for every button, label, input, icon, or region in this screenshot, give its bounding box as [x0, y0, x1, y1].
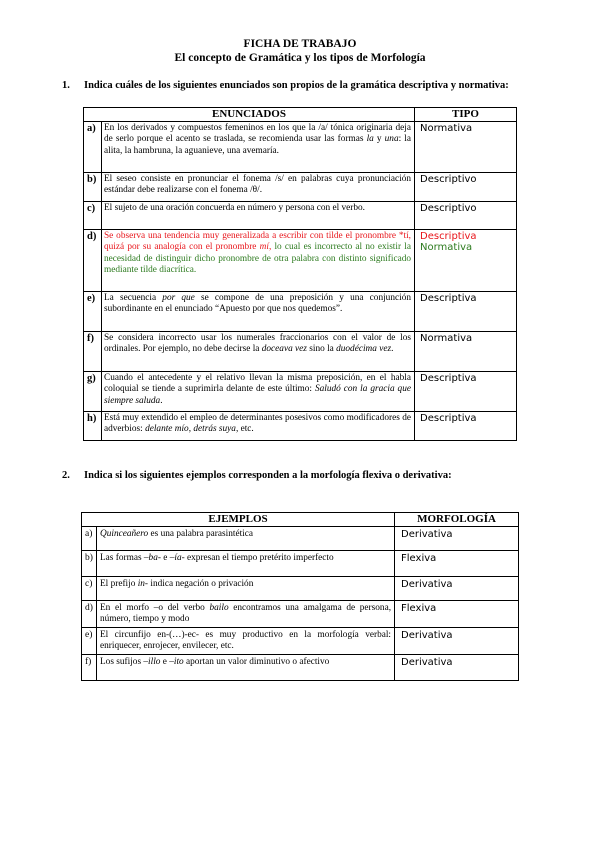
row-text [102, 202, 415, 230]
row-letter: e) [82, 627, 97, 654]
text-segment: encontramos una amalgama de persona, número, tiempo y modo [100, 603, 392, 625]
row-letter: g) [84, 372, 102, 412]
row-letter: h) [84, 412, 102, 441]
row-text [97, 577, 395, 601]
row-text [102, 372, 415, 412]
row-answer: Normativa [415, 332, 517, 372]
statement-row [84, 332, 517, 372]
text-segment: bailo [209, 603, 229, 613]
statements-table [83, 107, 517, 441]
row-answer: Flexiva [395, 551, 519, 577]
text-segment: El circunfijo en-(…)-ec- es muy productivo en la morfología verbal: enriquecer, enrojecer, envilecer, etc. [100, 629, 392, 652]
statement-row [84, 372, 517, 412]
text-segment: sino la [306, 344, 337, 355]
row-letter: d) [84, 230, 102, 292]
text-segment: aportan un valor diminutivo o afectivo [183, 656, 330, 667]
text-segment: expresan el tiempo pretérito imperfecto [184, 553, 334, 563]
text-segment: es una palabra parasintética [148, 529, 253, 539]
row-text [97, 527, 395, 551]
example-row [82, 654, 519, 680]
row-letter: e) [84, 292, 102, 332]
text-segment: La secuencia [104, 293, 163, 303]
question-2-text: Indica si los siguientes ejemplos corresponden a la morfología flexiva o derivativa: [84, 470, 452, 481]
row-answer: Descriptivo [415, 173, 517, 202]
text-segment: e [160, 553, 170, 563]
text-segment: . [391, 344, 394, 355]
row-answer: Descriptivo [415, 202, 517, 230]
statements-header: ENUNCIADOS [84, 108, 415, 122]
statement-row [84, 412, 517, 441]
row-letter: d) [82, 601, 97, 628]
row-text [102, 292, 415, 332]
text-segment: Saludó con la gracia que siempre saluda [104, 384, 411, 406]
text-segment: Quinceañero [100, 529, 149, 539]
text-segment: la [366, 134, 374, 145]
row-letter: a) [84, 122, 102, 173]
text-segment: por que [162, 293, 195, 303]
row-letter: f) [82, 654, 97, 680]
example-row [82, 551, 519, 577]
row-text [102, 412, 415, 441]
row-answer: Flexiva [395, 601, 519, 628]
row-answer: Descriptiva [415, 412, 517, 441]
text-segment: –ía- [169, 553, 185, 563]
row-letter: c) [82, 577, 97, 601]
row-answer: Derivativa [395, 654, 519, 680]
morphology-header: MORFOLOGÍA [395, 513, 519, 527]
text-segment: –ito [169, 656, 184, 667]
text-segment: El sujeto de una oración concuerda en número y persona con el verbo. [104, 203, 365, 213]
example-row [82, 577, 519, 601]
text-segment: y [373, 134, 385, 145]
text-segment: se compone de una preposición y una conjunción subordinante en el enunciado “Apuesto por que nos quedemos”. [104, 293, 411, 315]
question-1-text: Indica cuáles de los siguientes enunciados son propios de la gramática descriptiva y normativa: [84, 80, 509, 91]
example-row [82, 527, 519, 551]
page-subtitle: El concepto de Gramática y los tipos de Morfología [174, 52, 426, 64]
row-letter: b) [84, 173, 102, 202]
row-letter: f) [84, 332, 102, 372]
text-segment: Cuando el antecedente y el relativo llevan la misma preposición, en el habla coloquial se tiende a suprimirla delante de este último: [104, 373, 411, 395]
text-segment: –ba- [143, 553, 161, 563]
text-segment: lo cual es incorrecto al no existir la necesidad de distinguir dicho pronombre de otra palabra con distinto significado mediante tilde diacrítica. [104, 242, 411, 276]
text-segment: Las formas [100, 553, 144, 563]
text-segment: duodécima vez [336, 344, 392, 355]
type-header: TIPO [415, 108, 517, 122]
row-text [102, 230, 415, 292]
text-segment: indica negación o privación [148, 579, 254, 589]
row-answer: Descriptiva [415, 372, 517, 412]
examples-table [81, 512, 519, 681]
row-answer: Derivativa [395, 577, 519, 601]
row-answer: Normativa [415, 122, 517, 173]
example-row [82, 627, 519, 654]
title-block [0, 37, 600, 65]
text-segment: Se observa una tendencia muy generalizada a escribir con tilde el pronombre *tí, quizá por su analogía con el pronombre [104, 231, 411, 253]
page-title: FICHA DE TRABAJO [243, 38, 357, 50]
text-segment: El seseo consiste en pronunciar el fonema /s/ en palabras cuya pronunciación estándar debe realizarse con el fonema /θ/. [104, 174, 411, 196]
statements-table-body [84, 122, 517, 441]
row-letter: c) [84, 202, 102, 230]
row-answer [415, 230, 517, 292]
row-text [102, 122, 415, 173]
question-2 [62, 470, 522, 482]
example-row [82, 601, 519, 628]
row-answer: Derivativa [395, 527, 519, 551]
row-text [97, 601, 395, 628]
row-text [97, 627, 395, 654]
question-1-number: 1. [62, 80, 70, 91]
text-segment: Se considera incorrecto usar los numerales fraccionarios con el valor de los ordinales. Por ejemplo, no debe decirse la [104, 333, 411, 355]
row-answer: Derivativa [395, 627, 519, 654]
text-segment: En los derivados y compuestos femeninos en los que la /a/ tónica originaria deja de serlo porque el acento se traslada, se recomienda usar las formas [104, 123, 411, 145]
text-segment: mí [259, 242, 269, 253]
text-segment: : la alita, la hambruna, la aguanieve, una avemaría. [104, 134, 412, 156]
text-segment: . [160, 395, 163, 406]
text-segment: El prefijo [100, 579, 138, 589]
row-text [102, 332, 415, 372]
text-segment: e [160, 656, 170, 667]
row-text [97, 654, 395, 680]
row-answer: Descriptiva [415, 292, 517, 332]
row-text [102, 173, 415, 202]
row-letter: b) [82, 551, 97, 577]
examples-table-body [82, 527, 519, 681]
statement-row [84, 202, 517, 230]
text-segment: , etc. [235, 424, 254, 435]
answer-line: Normativa [420, 242, 473, 253]
question-2-number: 2. [62, 470, 70, 481]
text-segment: , [268, 242, 275, 253]
statement-row [84, 292, 517, 332]
row-letter: a) [82, 527, 97, 551]
text-segment: Está muy extendido el empleo de determinantes posesivos como modificadores de adverbios: [104, 413, 411, 435]
text-segment: una [384, 134, 399, 145]
text-segment: doceava vez [261, 344, 307, 355]
text-segment: En el morfo –o del verbo [100, 603, 210, 613]
text-segment: –illo [143, 656, 161, 667]
text-segment: Los sufijos [100, 656, 144, 667]
statement-row [84, 173, 517, 202]
question-1 [62, 80, 522, 92]
text-segment: in- [137, 579, 149, 589]
text-segment: delante mío, detrás suya [145, 424, 236, 435]
row-text [97, 551, 395, 577]
answer-line: Descriptiva [420, 231, 477, 242]
statement-row [84, 122, 517, 173]
statement-row [84, 230, 517, 292]
examples-header: EJEMPLOS [82, 513, 395, 527]
